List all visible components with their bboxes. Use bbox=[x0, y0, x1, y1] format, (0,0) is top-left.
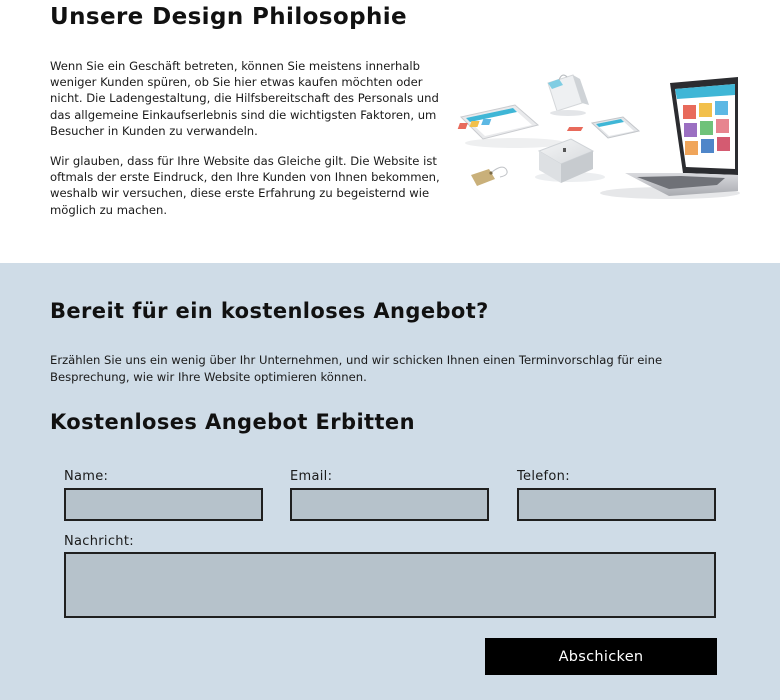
quote-section bbox=[0, 263, 780, 700]
phone-icon bbox=[567, 117, 639, 138]
tag-icon bbox=[471, 167, 507, 186]
phone-input[interactable] bbox=[517, 488, 716, 521]
laptop-icon bbox=[625, 77, 738, 196]
email-label: Email: bbox=[290, 469, 333, 484]
philosophy-title: Unsere Design Philosophie bbox=[50, 4, 408, 30]
philosophy-paragraph-1: Wenn Sie ein Geschäft betreten, können Sie meistens innerhalb weniger Kunden spüren, ob Sie hier etwas kaufen möchten oder nicht. Die Ladengestaltung, die Hilfsbereitschaft des Personals und das allgemeine Einkaufserlebnis sind die wichtigsten Faktoren, um Besucher in Kunden zu verwandeln. bbox=[50, 59, 439, 138]
email-input[interactable] bbox=[290, 488, 489, 521]
phone-label: Telefon: bbox=[517, 469, 570, 484]
form-title: Kostenloses Angebot Erbitten bbox=[50, 410, 415, 434]
quote-description: Erzählen Sie uns ein wenig über Ihr Unternehmen, und wir schicken Ihnen einen Terminvorschlag für eine Besprechung, wie wir Ihre Website optimieren können. bbox=[50, 353, 663, 384]
name-input[interactable] bbox=[64, 488, 263, 521]
philosophy-text bbox=[50, 58, 442, 232]
name-label: Name: bbox=[64, 469, 109, 484]
quote-title: Bereit für ein kostenloses Angebot? bbox=[50, 299, 489, 323]
message-label: Nachricht: bbox=[64, 534, 134, 549]
philosophy-paragraph-2: Wir glauben, dass für Ihre Website das Gleiche gilt. Die Website ist oftmals der erste Eindruck, den Ihre Kunden von Ihnen bekommen, weshalb wir versuchen, diese erste Erfahrung zu begeisternd wie möglich zu machen. bbox=[50, 154, 440, 217]
message-textarea[interactable] bbox=[64, 552, 716, 618]
philosophy-section bbox=[0, 0, 780, 263]
device-mockup-illustration bbox=[455, 65, 740, 200]
submit-button[interactable]: Abschicken bbox=[485, 638, 717, 675]
shopping-bag-icon bbox=[548, 75, 589, 116]
tablet-icon bbox=[458, 105, 538, 139]
